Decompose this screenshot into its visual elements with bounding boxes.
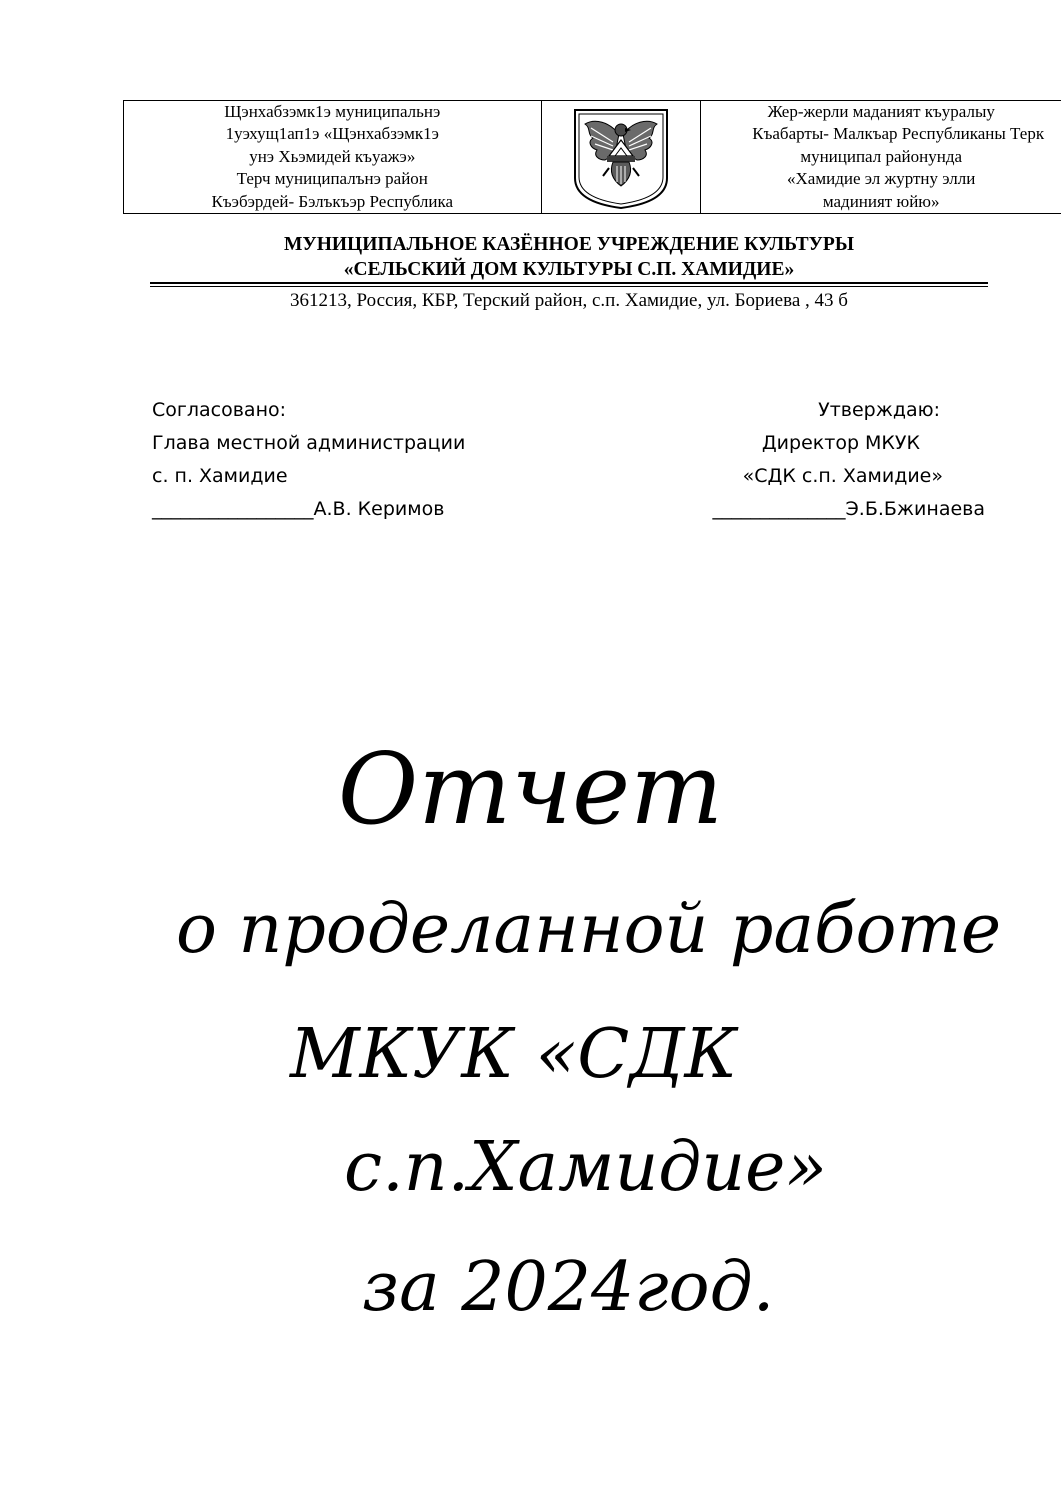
- organization-address: 361213, Россия, КБР, Терский район, с.п. Хамидие, ул. Бориева , 43 б: [290, 290, 848, 311]
- header-right-line: муниципал районунда: [800, 146, 963, 166]
- header-left-cell: [124, 101, 542, 213]
- header-table: [123, 100, 1061, 214]
- organization-title-line2: «СЕЛЬСКИЙ ДОМ КУЛЬТУРЫ С.П. ХАМИДИЕ»: [343, 259, 795, 280]
- header-right-line: Жер-жерли маданият къуралыу: [767, 101, 995, 121]
- approval-left-label: Согласовано:: [152, 399, 287, 421]
- header-left-line: 1уэхущ1ап1э «Щэнхабзэмк1э: [225, 124, 439, 144]
- header-right-line: мадиният юйю»: [822, 191, 940, 211]
- approval-right-label: Утверждаю:: [818, 399, 940, 421]
- header-left-line: унэ Хьэмидей къуажэ»: [249, 146, 416, 166]
- organization-title-line1: МУНИЦИПАЛЬНОЕ КАЗЁННОЕ УЧРЕЖДЕНИЕ КУЛЬТУРЫ: [284, 234, 854, 255]
- approval-left-position: Глава местной администрации: [152, 432, 466, 454]
- approval-right-org: «СДК с.п. Хамидие»: [742, 465, 943, 487]
- header-right-line: Къабарты- Малкъар Республиканы Терк: [752, 124, 1045, 144]
- divider-thick: [150, 282, 988, 284]
- header-right-cell: [701, 101, 1061, 213]
- approval-left-place: с. п. Хамидие: [152, 465, 288, 487]
- emblem-cell: [542, 101, 702, 213]
- approval-right-signature: ______________Э.Б.Бжинаева: [712, 498, 985, 520]
- report-title-line5: за 2024год.: [362, 1248, 775, 1327]
- header-left-line: Къэбэрдей- Бэлъкъэр Республика: [211, 191, 453, 211]
- report-title-line2: о проделанной работе: [176, 890, 1002, 969]
- report-title-line4: с.п.Хамидие»: [344, 1128, 827, 1207]
- coat-of-arms-icon: [569, 104, 673, 210]
- approval-right-position: Директор МКУК: [761, 432, 920, 454]
- report-title-main: Отчет: [337, 733, 724, 847]
- approval-left-signature: _________________А.В. Керимов: [152, 498, 445, 520]
- header-left-line: Щэнхабзэмк1э муниципальнэ: [224, 101, 441, 121]
- divider-thin: [150, 286, 988, 287]
- report-title-line3: МКУК «СДК: [290, 1015, 738, 1094]
- header-left-line: Терч муниципалънэ район: [236, 169, 428, 189]
- header-right-line: «Хамидие эл журтну элли: [787, 169, 976, 189]
- organization-title: [150, 232, 988, 282]
